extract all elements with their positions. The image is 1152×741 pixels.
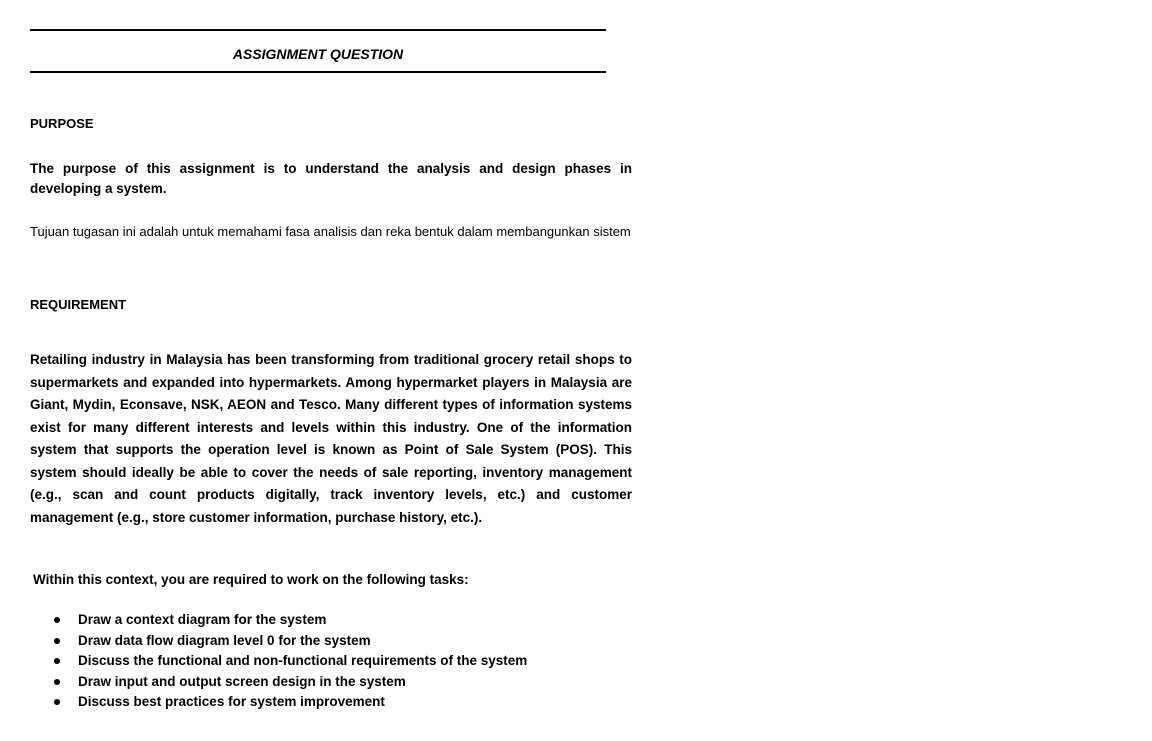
bullet-icon (54, 679, 60, 685)
task-item (30, 692, 527, 713)
task-item (30, 672, 527, 693)
title-block (30, 29, 606, 73)
task-text: Discuss the functional and non-functional requirements of the system (78, 653, 528, 668)
requirement-heading: REQUIREMENT (30, 297, 127, 312)
task-text: Draw input and output screen design in the system (78, 673, 406, 689)
task-item (30, 610, 527, 631)
purpose-english-text: The purpose of this assignment is to understand the analysis and design phases in developing a system. (30, 161, 632, 196)
task-list (30, 610, 527, 713)
document-title: ASSIGNMENT QUESTION (232, 46, 404, 62)
task-text: Draw data flow diagram level 0 for the system (78, 632, 371, 648)
task-item (30, 651, 527, 672)
bullet-icon (54, 658, 60, 664)
context-instruction: Within this context, you are required to work on the following tasks: (33, 572, 469, 587)
purpose-heading: PURPOSE (30, 116, 94, 131)
task-text: Discuss best practices for system improvement (78, 694, 385, 709)
bullet-icon (54, 699, 60, 705)
task-item (30, 631, 527, 652)
task-text: Draw a context diagram for the system (78, 612, 327, 627)
bullet-icon (54, 638, 60, 644)
bullet-icon (54, 617, 60, 623)
purpose-malay-text: Tujuan tugasan ini adalah untuk memahami fasa analisis dan reka bentuk dalam membangunkan sistem (30, 224, 631, 239)
requirement-body-text: Retailing industry in Malaysia has been transforming from traditional grocery retail shops to supermarkets and expanded into hypermarkets. Among hypermarket players in Malaysia are Giant, Mydin, Econsave, NSK, AEON and Tesco. Many different types of information systems exist for many different interests and levels within this industry. One of the information system that supports the operation level is known as Point of Sale System (POS). This system should ideally be able to cover the needs of sale reporting, inventory management (e.g., scan and count products digitally, track inventory levels, etc.) and customer management (e.g., store customer information, purchase history, etc.). (30, 352, 632, 525)
